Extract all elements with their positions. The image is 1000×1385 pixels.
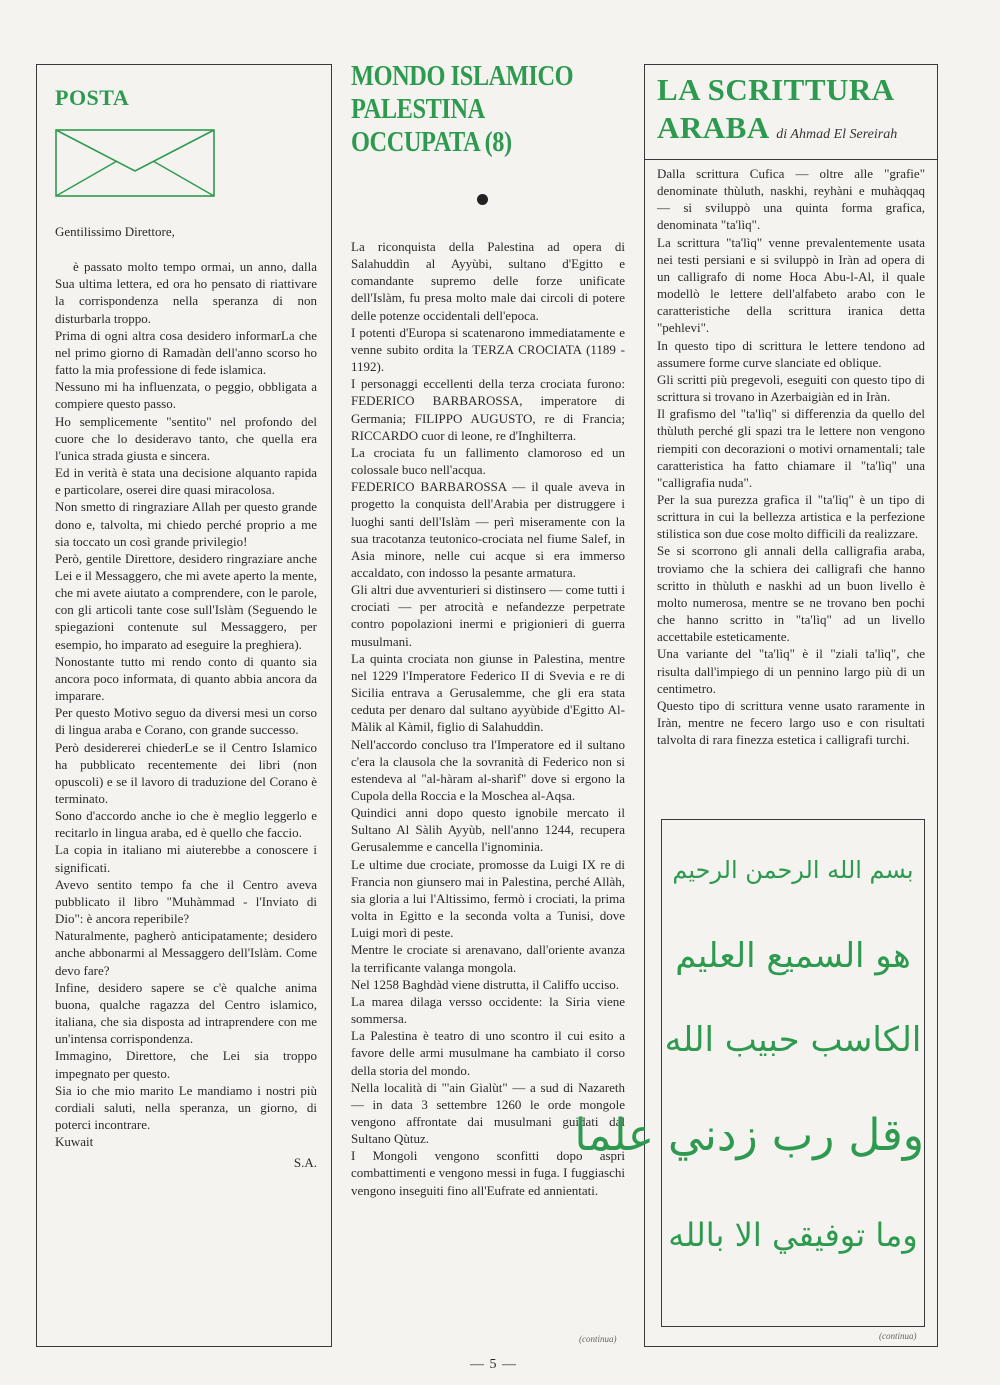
article-paragraph: Questo tipo di scrittura venne usato raramente in Iràn, mentre ne fecero largo uso e con risultati talvolta di rara finezza estetica i calligrafi turchi.	[657, 697, 925, 748]
calligraphy-panel	[574, 819, 925, 1327]
letter-paragraph: Avevo sentito tempo fa che il Centro aveva pubblicato il libro "Muhàmmad - l'Inviato di Dio": è ancora reperibile?	[55, 876, 317, 927]
posta-column	[36, 64, 332, 1347]
letter-paragraph: è passato molto tempo ormai, un anno, dalla Sua ultima lettera, ed ora ho pensato di riattivare la corrispondenza nella speranza di non disturbarla troppo.	[55, 259, 317, 326]
article-paragraph: FEDERICO BARBAROSSA — il quale aveva in progetto la conquista dell'Arabia per distruggere i luoghi santi dell'Islàm — perì miseramente con la sua tracotanza teutonico-crociata nel fiume Salef, in Asia minore, nelle cui acque si era immerso accaldato, con indosso la pesante armatura.	[351, 479, 625, 580]
scrittura-article	[657, 165, 925, 748]
article-paragraph: La quinta crociata non giunse in Palestina, mentre nel 1229 l'Imperatore Federico II di Svevia e re di Sicilia entrava a Gerusalemme, che gli era stata ceduta per denaro dal sultano ayyùbide d'Egitto Al-Màlik al Kàmil, figlio di Salahuddìn.	[351, 650, 625, 735]
article-paragraph: Per la sua purezza grafica il "ta'lìq" è un tipo di scrittura in cui la bellezza artistica e la perfezione stilistica son due cose molto difficili da realizzare.	[657, 491, 925, 542]
continua-note: (continua)	[879, 1331, 917, 1341]
letter-paragraph: Ed in verità è stata una decisione alquanto rapida e particolare, oserei dire quasi miracolosa.	[55, 465, 317, 498]
article-paragraph: Dalla scrittura Cufica — oltre alle "grafie" denominate thùluth, naskhi, reyhàni e muhàqqaq — si sviluppò una quinta forma grafica, denominata "ta'lìq".	[657, 166, 925, 233]
article-paragraph: Quindici anni dopo questo ignobile mercato il Sultano Al Sàlih Ayyùb, nell'anno 1244, recupera Gerusalemme e cancella l'ignominia.	[351, 805, 625, 855]
article-paragraph: Nel 1258 Baghdàd viene distrutta, il Califfo ucciso.	[351, 976, 620, 992]
article-paragraph: I potenti d'Europa si scatenarono immediatamente e venne subito ordita la TERZA CROCIATA (1189 - 1192).	[351, 324, 625, 375]
continua-note: (continua)	[579, 1334, 617, 1344]
article-paragraph: Gli scritti più pregevoli, eseguiti con questo tipo di scrittura si trovano in Azerbaigiàn ed in Iràn.	[657, 371, 925, 405]
letter-paragraph: Sono d'accordo anche io che è meglio leggerlo e recitarlo in lingua araba, ed è quello che faccio.	[55, 808, 317, 841]
article-paragraph: I Mongoli vengono sconfitti dopo aspri combattimenti e vengono messi in fuga. I fuggiaschi vengono inseguiti fino all'Eufrate ed annientati.	[351, 1148, 625, 1198]
scrittura-title	[657, 71, 937, 154]
article-paragraph: I personaggi eccellenti della terza crociata furono: FEDERICO BARBAROSSA, imperatore di Germania; FILIPPO AUGUSTO, re di Francia; RICCARDO cuor di leone, re d'Inghilterra.	[351, 376, 625, 443]
scrittura-title-line1: LA SCRITTURA	[657, 72, 895, 107]
article-paragraph: Gli altri due avventurieri si distinsero — come tutti i crociati — per atrocità e nefandezze perpetrate contro popolazioni inermi e prigionieri di guerra musulmani.	[351, 582, 625, 649]
article-paragraph: In questo tipo di scrittura le lettere tendono ad assumere forme curve slanciate ed oblique.	[657, 337, 925, 370]
mondo-title	[351, 60, 578, 159]
calligraphy-line: الكاسب حبيب الله	[664, 1020, 922, 1060]
letter-paragraph: La copia in italiano mi aiuterebbe a conoscere i significati.	[55, 842, 317, 875]
letter-paragraph: Sia io che mio marito Le mandiamo i nostri più cordiali saluti, nella speranza, un giorno, di poterci incontrare.	[55, 1082, 317, 1132]
article-paragraph: Le ultime due crociate, promosse da Luigi IX re di Francia non giunsero mai in Palestina, perché Allàh, sia gloria a lui l'Altissimo, fermò i crociati, la prima volta in Egitto e la seconda volta a Tunisi, dove Luigi morì di peste.	[351, 856, 625, 941]
article-paragraph: La scrittura "ta'lìq" venne prevalentemente usata nei testi persiani e si sviluppò in Iràn ad opera di un calligrafo di nome Hoca Abu-l-Al, il quale modellò le lettere dell'alfabeto arabo con le caratteristiche della scrittura iranica detta "pehlevi".	[657, 234, 925, 336]
posta-title: POSTA	[55, 85, 130, 110]
article-paragraph: Se si scorrono gli annali della calligrafia araba, troviamo che la schiera dei calligrafi che hanno scritto in thùluth e naskhi ad un buon livello è molto numerosa, mentre se ne trovano ben pochi che hanno scritto in "ta'lìq" ad un livello accettabile esteticamente.	[657, 543, 925, 645]
envelope-icon	[55, 129, 215, 197]
article-paragraph: La marea dilaga versso occidente: la Siria viene sommersa.	[351, 993, 625, 1027]
letter-paragraph: Immagino, Direttore, che Lei sia troppo impegnato per questo.	[55, 1048, 317, 1081]
letter-place: Kuwait	[55, 1134, 94, 1150]
calligraphy-basmala: بسم الله الرحمن الرحيم	[672, 856, 914, 884]
author-byline: di Ahmad El Sereirah	[776, 127, 898, 142]
letter-paragraph: Infine, desidero sapere se c'è qualche anima buona, qualche ragazza del Centro islamico, italiana, che sia disposta ad intraprendere con me un'intensa corrispondenza.	[55, 979, 317, 1047]
letter-paragraph: Però, gentile Direttore, desidero ringraziare anche Lei e il Messaggero, che mi avete aperto la mente, che mi avete aiutato a comprendere, con le parole, con gli articoli tante cose sull'Islàm (Seguendo le spiegazioni contenute sul Messaggero, per esempio, ho imparato ad eseguire la preghiera).	[55, 550, 317, 652]
calligraphy-line: هو السميع العليم	[675, 936, 911, 976]
letter-paragraph: Nessuno mi ha influenzata, o peggio, obbligata a compiere questo passo.	[55, 379, 317, 412]
mondo-title-line: OCCUPATA (8)	[351, 126, 512, 158]
article-paragraph: Una variante del "ta'lìq" è il "ziali ta'lìq", che risulta dall'impiego di un pennino largo più di un centimetro.	[657, 646, 925, 696]
letter-paragraph: Naturalmente, pagherò anticipatamente; desidero anche abbonarmi al Messaggero dell'Islàm. Come devo fare?	[55, 928, 317, 978]
title-divider	[645, 159, 937, 160]
letter-paragraph: Ho semplicemente "sentito" nel profondo del cuore che lo desideravo tanto, che quella era l'unica strada giusta e sincera.	[55, 413, 317, 463]
scrittura-title-line2: ARABA	[657, 110, 769, 145]
article-paragraph: La riconquista della Palestina ad opera di Salahuddìn al Ayyùbi, sultano d'Egitto e comandante supremo delle forze unificate dell'Islàm, fu presa molto male dai circoli di potere delle potenze occidentali dell'epoca.	[351, 239, 625, 323]
calligraphy-line: وما توفيقي الا بالله	[668, 1216, 918, 1254]
mondo-title-line: PALESTINA	[351, 93, 485, 125]
article-paragraph: Nell'accordo concluso tra l'Imperatore ed il sultano c'era la clausola che la sovranità di Federico non si estendeva al "al-hàram al-sharìf" dove si ergono la Cupola della Roccia e la Moschea al-Aqsa.	[351, 736, 625, 803]
article-paragraph: La Palestina è teatro di uno scontro il cui esito a favore delle armi musulmane ha cambiato il corso della storia del mondo.	[351, 1028, 625, 1078]
mondo-article	[351, 238, 625, 1199]
article-paragraph: Il grafismo del "ta'lìq" si differenzia da quello del thùluth perché gli spazi tra le lettere non vengono riempiti con decorazioni o motivi ornamentali; tale caratteristica ha fatto chiamare il "ta'lìq" una "calligrafia nuda".	[657, 406, 925, 490]
letter-paragraph: Non smetto di ringraziare Allah per questo grande dono e, talvolta, mi chiedo perché proprio a me sia toccato un così grande privilegio!	[55, 499, 317, 549]
letter-paragraph: Prima di ogni altra cosa desidero informarLa che nel primo giorno di Ramadàn dell'anno scorso ho fatto la mia professione di fede islamica.	[55, 327, 317, 378]
posta-letter	[55, 223, 317, 1171]
page-number: — 5 —	[470, 1357, 517, 1372]
mondo-title-line: MONDO ISLAMICO	[351, 60, 574, 92]
article-paragraph: Nella località di "'ain Gialùt" — a sud di Nazareth — in data 3 settembre 1260 le orde mongole vengono affrontate dai musulmani guidati dal Sultano Qùtuz.	[351, 1079, 625, 1147]
article-paragraph: Mentre le crociate si arenavano, dall'oriente avanza la terrificante valanga mongola.	[351, 942, 625, 975]
calligraphy-line: وقل رب زدني علما	[574, 1110, 924, 1161]
article-paragraph: La crociata fu un fallimento clamoroso ed un colossale buco nell'acqua.	[351, 444, 625, 478]
bullet-dot	[477, 194, 488, 205]
scrittura-araba-column	[574, 64, 938, 1347]
letter-signature: S.A.	[293, 1155, 317, 1171]
letter-greeting: Gentilissimo Direttore,	[55, 224, 175, 239]
letter-paragraph: Per questo Motivo seguo da diversi mesi un corso di lingua araba e Corano, con grande successo.	[55, 705, 317, 738]
letter-paragraph: Però desidererei chiederLe se il Centro Islamico ha pubblicato recentemente dei libri (non opuscoli) e se il lavoro di traduzione del Corano è terminato.	[55, 739, 317, 806]
letter-paragraph: Nonostante tutto mi rendo conto di quanto sia ancora poco informata, di quanto abbia ancora da imparare.	[55, 653, 317, 704]
